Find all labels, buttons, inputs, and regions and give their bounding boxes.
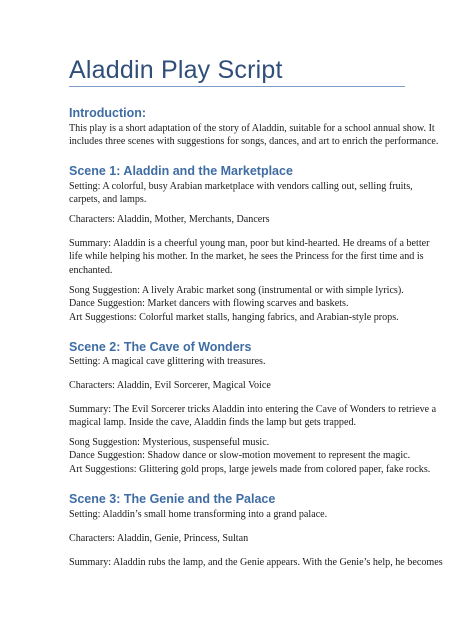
scene1-song-suggestion: Song Suggestion: A lively Arabic market song (instrumental or with simple lyrics). — [69, 285, 404, 296]
scene1-setting-line: carpets, and lamps. — [69, 194, 147, 206]
scene3-characters-line: Characters: Aladdin, Genie, Princess, Sultan — [69, 533, 249, 544]
scene1-characters — [69, 213, 409, 226]
introduction-heading: Introduction: — [69, 106, 147, 120]
scene1-summary — [69, 237, 430, 277]
scene2-setting — [69, 355, 409, 368]
scene3-summary-line: Summary: Aladdin rubs the lamp, and the Genie appears. With the Genie’s help, he becomes — [69, 557, 443, 568]
scene3-setting-line: Setting: Aladdin’s small home transforming into a grand palace. — [69, 509, 328, 520]
introduction-line: This play is a short adaptation of the story of Aladdin, suitable for a school annual show. It — [69, 123, 435, 134]
scene1-summary-line: enchanted. — [69, 264, 113, 276]
title-underline — [69, 86, 405, 87]
scene1-setting — [69, 180, 413, 207]
scene1-dance-suggestion: Dance Suggestion: Market dancers with flowing scarves and baskets. — [69, 298, 349, 310]
scene1-heading: Scene 1: Aladdin and the Marketplace — [69, 164, 293, 178]
scene2-setting-line: Setting: A magical cave glittering with treasures. — [69, 356, 266, 367]
scene2-suggestions — [69, 436, 431, 476]
scene2-characters-line: Characters: Aladdin, Evil Sorcerer, Magical Voice — [69, 380, 271, 391]
introduction-paragraph — [69, 122, 439, 149]
scene2-song-suggestion: Song Suggestion: Mysterious, suspenseful music. — [69, 437, 270, 448]
scene2-art-suggestions: Art Suggestions: Glittering gold props, large jewels made from colored paper, fake rocks. — [69, 463, 431, 475]
introduction-line: includes three scenes with suggestions for songs, dances, and art to enrich the performance. — [69, 136, 439, 148]
scene2-heading: Scene 2: The Cave of Wonders — [69, 340, 252, 354]
scene1-summary-line: life while helping his mother. In the market, he sees the Princess for the first time and is — [69, 251, 424, 263]
scene2-summary-line: magical lamp. Inside the cave, Aladdin finds the lamp but gets trapped. — [69, 417, 357, 429]
scene2-dance-suggestion: Dance Suggestion: Shadow dance or slow-motion movement to represent the magic. — [69, 450, 411, 462]
scene2-characters — [69, 379, 409, 392]
scene3-characters — [69, 532, 409, 545]
scene3-setting — [69, 508, 409, 521]
document-title: Aladdin Play Script — [69, 56, 283, 84]
scene1-art-suggestions: Art Suggestions: Colorful market stalls, hanging fabrics, and Arabian-style props. — [69, 311, 399, 323]
scene3-heading: Scene 3: The Genie and the Palace — [69, 492, 276, 506]
scene1-characters-line: Characters: Aladdin, Mother, Merchants, Dancers — [69, 214, 270, 225]
scene2-summary — [69, 403, 437, 430]
scene3-summary — [69, 556, 443, 569]
scene1-suggestions — [69, 284, 409, 324]
scene1-setting-line: Setting: A colorful, busy Arabian marketplace with vendors calling out, selling fruits, — [69, 181, 413, 192]
scene2-summary-line: Summary: The Evil Sorcerer tricks Aladdin into entering the Cave of Wonders to retrieve a — [69, 404, 437, 415]
scene1-summary-line: Summary: Aladdin is a cheerful young man, poor but kind-hearted. He dreams of a better — [69, 238, 430, 249]
